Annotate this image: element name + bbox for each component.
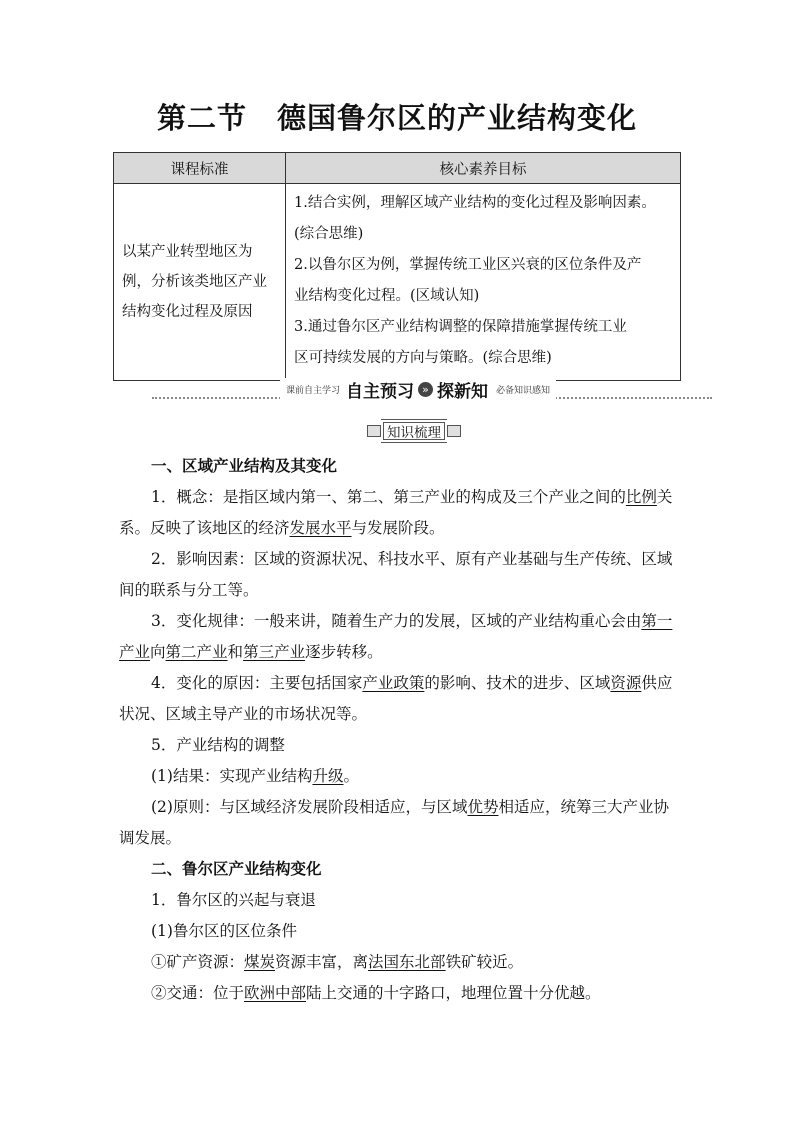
heading-section-1: 一、区域产业结构及其变化 — [151, 457, 338, 475]
banner-heading-2: 探新知 — [437, 381, 489, 402]
banner-left-caption: 课前自主学习 — [286, 385, 341, 396]
curriculum-standard-cell — [114, 184, 286, 381]
table-header-row — [114, 153, 681, 184]
paragraph-concept: 1．概念：是指区域内第一、第二、第三产业的构成及三个产业之间的比例关系。反映了该地区的经济发展水平与发展阶段。 — [119, 488, 673, 537]
paragraph-minerals: ①矿产资源：煤炭资源丰富，离法国东北部铁矿较近。 — [151, 953, 524, 971]
banner-right-caption: 必备知识感知 — [496, 385, 551, 396]
page-title: 第二节 德国鲁尔区的产业结构变化 — [156, 101, 637, 135]
header-core-competency: 核心素养目标 — [286, 153, 681, 184]
goal-line: (综合思维) — [294, 226, 364, 242]
banner-text — [280, 378, 556, 400]
standard-line: 例，分析该类地区产业 — [122, 274, 267, 290]
paragraph-factors: 2．影响因素：区域的资源状况、科技水平、原有产业基础与生产传统、区域间的联系与分工等。 — [119, 550, 673, 599]
curriculum-table — [113, 152, 681, 381]
label-text: 知识梳理 — [381, 419, 447, 443]
goal-line: 3.通过鲁尔区产业结构调整的保障措施掌握传统工业 — [294, 319, 627, 335]
heading-section-2: 二、鲁尔区产业结构变化 — [151, 860, 322, 878]
label-right-cap — [447, 425, 461, 437]
paragraph-result: (1)结果：实现产业结构升级。 — [151, 767, 359, 785]
paragraph-transport: ②交通：位于欧洲中部陆上交通的十字路口，地理位置十分优越。 — [151, 984, 601, 1002]
paragraph-principle: (2)原则：与区域经济发展阶段相适应，与区域优势相适应，统筹三大产业协调发展。 — [119, 798, 669, 847]
arrow-right-icon: » — [418, 382, 433, 397]
table-row — [114, 184, 681, 381]
content-body — [119, 451, 679, 1009]
goal-line: 1.结合实例，理解区域产业结构的变化过程及影响因素。 — [294, 195, 656, 211]
goal-line: 2.以鲁尔区为例，掌握传统工业区兴衰的区位条件及产 — [294, 257, 642, 273]
header-curriculum-standard: 课程标准 — [114, 153, 286, 184]
goal-line: 业结构变化过程。(区域认知) — [294, 288, 480, 304]
standard-line: 以某产业转型地区为 — [122, 244, 253, 260]
banner-heading-1: 自主预习 — [346, 381, 415, 402]
paragraph-causes: 4．变化的原因：主要包括国家产业政策的影响、技术的进步、区域资源供应状况、区域主导产业的市场状况等。 — [119, 674, 673, 723]
paragraph-location: (1)鲁尔区的区位条件 — [151, 922, 297, 940]
standard-line: 结构变化过程及原因 — [122, 304, 253, 320]
label-left-cap — [367, 425, 381, 437]
section-banner — [152, 378, 712, 404]
knowledge-section-label — [367, 422, 461, 440]
paragraph-adjustment: 5．产业结构的调整 — [151, 736, 285, 754]
goal-line: 区可持续发展的方向与策略。(综合思维) — [294, 350, 552, 366]
paragraph-rise-decline: 1．鲁尔区的兴起与衰退 — [151, 891, 316, 909]
paragraph-pattern: 3．变化规律：一般来讲，随着生产力的发展，区域的产业结构重心会由第一产业向第二产业和第三产业逐步转移。 — [119, 612, 673, 661]
competency-goals-cell — [286, 184, 681, 381]
